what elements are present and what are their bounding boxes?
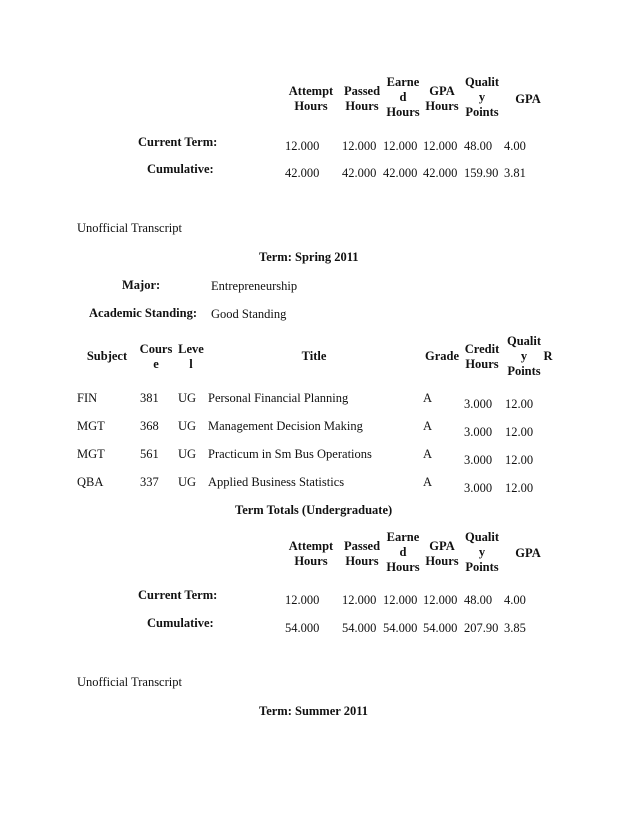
points: 12.00 [505,397,534,411]
credit: 3.000 [464,397,493,411]
unofficial-transcript-label: Unofficial Transcript [77,675,182,689]
value: 12.000 [285,593,320,607]
value: 4.00 [504,593,526,607]
subject: MGT [77,447,105,461]
col-title: Title [301,349,327,363]
points: 12.00 [505,453,534,467]
subject: FIN [77,391,98,405]
credit: 3.000 [464,453,493,467]
col-quality-points: Qualit y Points [506,334,542,378]
col-subject: Subject [86,349,128,363]
value: 54.000 [342,621,377,635]
value: 42.000 [342,166,377,180]
course: 381 [140,391,159,405]
col-gpa: GPA [515,546,541,560]
col-course: Cours e [139,342,173,371]
col-earned-hours: Earne d Hours [386,75,420,119]
points: 12.00 [505,481,534,495]
unofficial-transcript-label: Unofficial Transcript [77,221,182,235]
value: 54.000 [423,621,458,635]
grade: A [423,419,433,433]
value: 12.000 [383,593,418,607]
title: Applied Business Statistics [208,475,345,489]
col-grade: Grade [424,349,460,363]
col-level: Leve l [178,342,204,371]
value: 3.85 [504,621,526,635]
term-heading-spring: Term: Spring 2011 [259,250,359,264]
academic-standing-label: Academic Standing: [89,306,197,320]
major-value: Entrepreneurship [211,279,298,293]
value: 12.000 [383,139,418,153]
value: 12.000 [342,139,377,153]
col-passed-hours: Passed Hours [343,84,381,113]
course: 337 [140,475,159,489]
title: Management Decision Making [208,419,363,433]
col-r: R [543,349,553,363]
grade: A [423,391,433,405]
cumulative-label: Cumulative: [147,616,214,630]
current-term-label: Current Term: [138,588,218,602]
col-attempt-hours: Attempt Hours [288,84,334,113]
value: 12.000 [285,139,320,153]
col-earned-hours: Earne d Hours [386,530,420,574]
value: 54.000 [383,621,418,635]
col-passed-hours: Passed Hours [343,539,381,568]
value: 48.00 [464,139,493,153]
value: 159.90 [464,166,499,180]
level: UG [178,419,197,433]
title: Personal Financial Planning [208,391,349,405]
value: 207.90 [464,621,499,635]
course: 368 [140,419,159,433]
value: 54.000 [285,621,320,635]
value: 12.000 [423,139,458,153]
subject: QBA [77,475,104,489]
col-gpa-hours: GPA Hours [425,84,459,113]
col-quality-points: Qualit y Points [464,75,500,119]
major-label: Major: [122,278,161,292]
value: 48.00 [464,593,493,607]
subject: MGT [77,419,105,433]
level: UG [178,447,197,461]
term-totals-heading: Term Totals (Undergraduate) [235,503,393,517]
value: 12.000 [423,593,458,607]
value: 4.00 [504,139,526,153]
title: Practicum in Sm Bus Operations [208,447,372,461]
credit: 3.000 [464,425,493,439]
credit: 3.000 [464,481,493,495]
value: 42.000 [285,166,320,180]
grade: A [423,475,433,489]
academic-standing-value: Good Standing [211,307,287,321]
current-term-label: Current Term: [138,135,218,149]
value: 12.000 [342,593,377,607]
grade: A [423,447,433,461]
cumulative-label: Cumulative: [147,162,214,176]
col-quality-points: Qualit y Points [464,530,500,574]
col-gpa: GPA [515,92,541,106]
value: 3.81 [504,166,526,180]
col-attempt-hours: Attempt Hours [288,539,334,568]
value: 42.000 [423,166,458,180]
term-heading-summer: Term: Summer 2011 [259,704,369,718]
col-credit-hours: Credit Hours [464,342,500,371]
level: UG [178,391,197,405]
col-gpa-hours: GPA Hours [425,539,459,568]
level: UG [178,475,197,489]
value: 42.000 [383,166,418,180]
points: 12.00 [505,425,534,439]
course: 561 [140,447,159,461]
